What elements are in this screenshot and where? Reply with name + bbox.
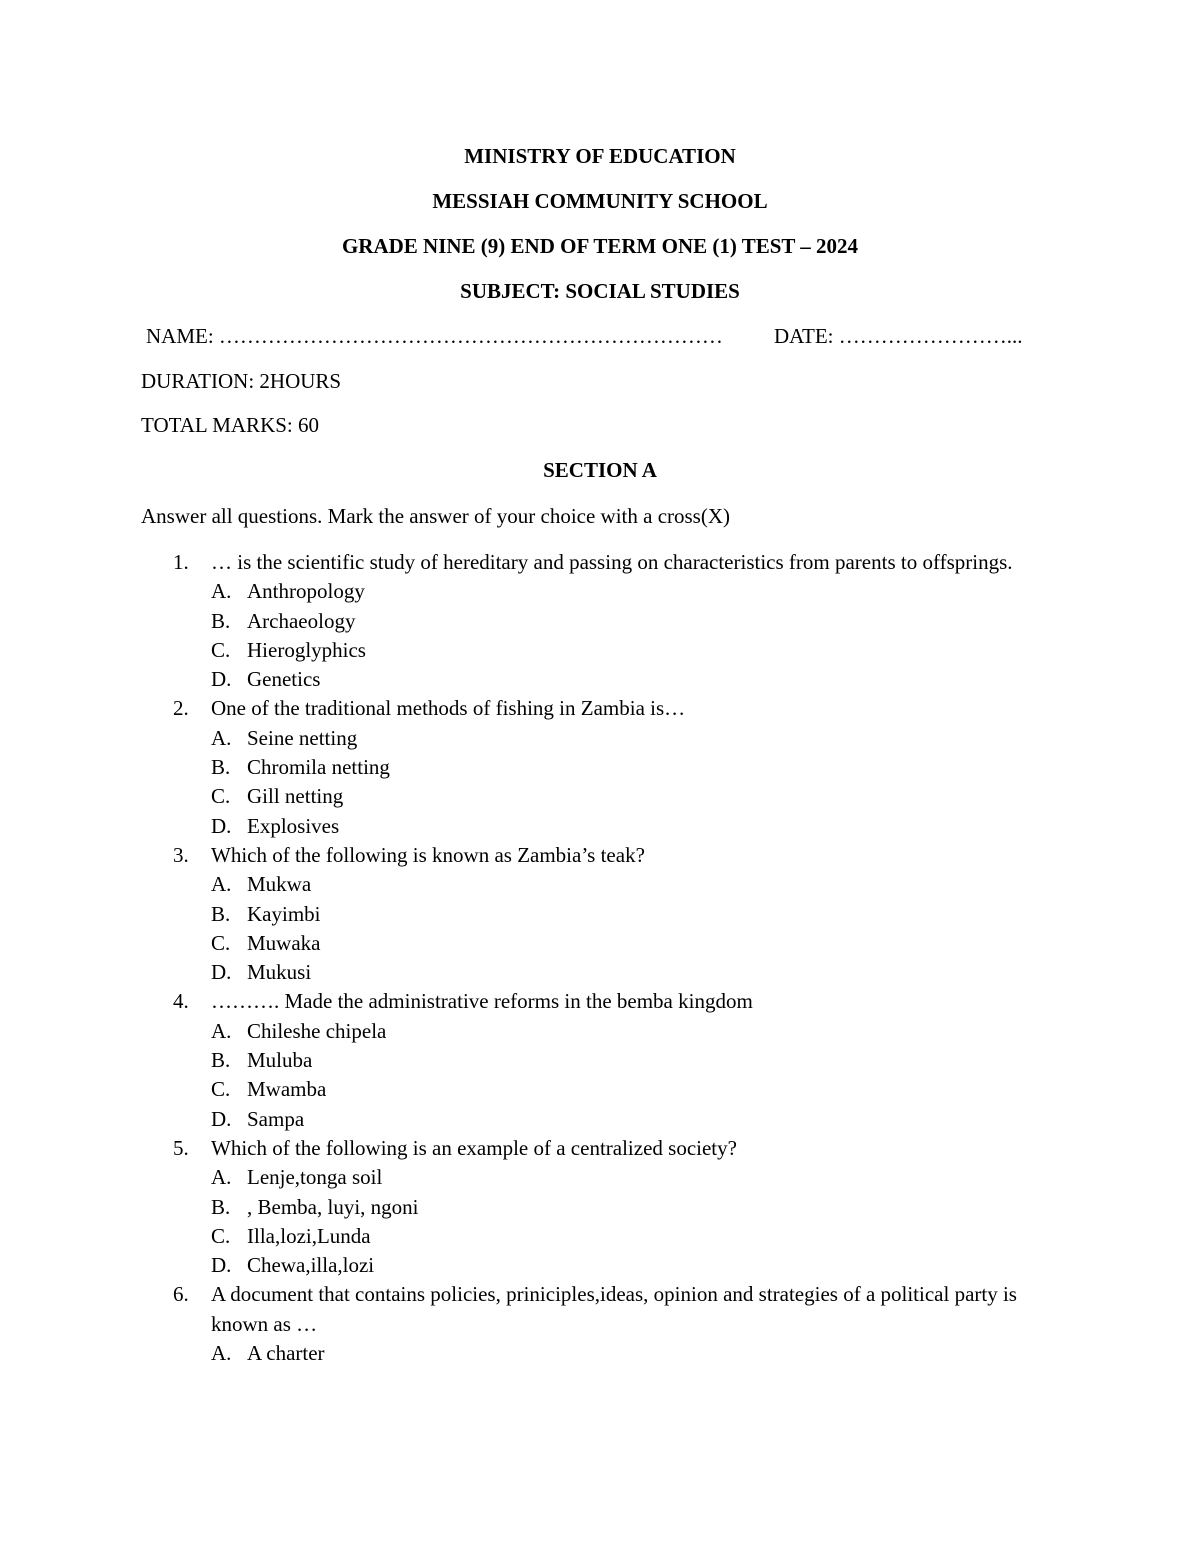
option-text: Genetics (247, 667, 321, 692)
answer-option[interactable] (0, 1105, 1200, 1134)
question-text: ………. Made the administrative reforms in the bemba kingdom (211, 989, 753, 1014)
option-text: A charter (247, 1341, 325, 1366)
option-text: Mukwa (247, 872, 312, 897)
date-field[interactable] (774, 324, 1023, 348)
date-blank[interactable]: ……………………... (838, 324, 1023, 348)
option-text: , Bemba, luyi, ngoni (247, 1194, 419, 1219)
question-5 (0, 1134, 1200, 1280)
question-number: 6. (173, 1282, 189, 1307)
question-text: A document that contains policies, priniciples,ideas, opinion and strategies of a political party is known as … (211, 1282, 1017, 1336)
answer-option[interactable] (0, 929, 1200, 958)
question-text: Which of the following is known as Zambia’s teak? (211, 842, 645, 867)
answer-option[interactable] (0, 1251, 1200, 1280)
answer-option[interactable] (0, 1193, 1200, 1222)
option-text: Mukusi (247, 960, 312, 985)
option-text: Lenje,tonga soil (247, 1165, 383, 1190)
question-text: … is the scientific study of hereditary and passing on characteristics from parents to offsprings. (211, 550, 1013, 574)
option-letter: C. (211, 930, 231, 955)
option-text: Muluba (247, 1048, 313, 1073)
subject-heading: SUBJECT: SOCIAL STUDIES (460, 279, 740, 303)
answer-option[interactable] (0, 958, 1200, 987)
option-letter: D. (211, 1106, 232, 1131)
option-text: Illa,lozi,Lunda (247, 1223, 371, 1248)
total-marks-text: TOTAL MARKS: 60 (141, 413, 319, 437)
answer-option[interactable] (0, 636, 1200, 665)
question-2 (0, 694, 1200, 840)
option-letter: B. (211, 608, 231, 633)
question-number: 2. (173, 696, 189, 721)
section-instruction: Answer all questions. Mark the answer of your choice with a cross(X) (141, 504, 731, 528)
section-title: SECTION A (543, 458, 657, 482)
answer-option[interactable] (0, 1046, 1200, 1075)
test-heading: GRADE NINE (9) END OF TERM ONE (1) TEST – 2024 (341, 234, 859, 258)
answer-option[interactable] (0, 1222, 1200, 1251)
duration-text: DURATION: 2HOURS (141, 369, 342, 393)
option-letter: D. (211, 1253, 232, 1278)
option-text: Seine netting (247, 725, 358, 750)
option-letter: C. (211, 637, 231, 662)
option-letter: A. (211, 1018, 232, 1043)
option-letter: D. (211, 813, 232, 838)
answer-option[interactable] (0, 753, 1200, 782)
option-text: Kayimbi (247, 901, 321, 926)
question-number: 3. (173, 842, 189, 867)
option-letter: B. (211, 1194, 231, 1219)
name-blank[interactable]: ……………………………………………………………… (218, 324, 723, 348)
answer-option[interactable] (0, 782, 1200, 811)
option-text: Chromila netting (247, 755, 390, 780)
name-field[interactable] (146, 324, 723, 348)
school-heading: MESSIAH COMMUNITY SCHOOL (432, 189, 768, 213)
option-letter: A. (211, 725, 232, 750)
option-text: Explosives (247, 813, 340, 838)
answer-option[interactable] (0, 1017, 1200, 1046)
option-text: Chewa,illa,lozi (247, 1253, 375, 1278)
question-text: One of the traditional methods of fishing in Zambia is… (211, 696, 686, 721)
option-text: Muwaka (247, 930, 321, 955)
question-1 (0, 548, 1200, 694)
question-list (0, 548, 1200, 1368)
answer-option[interactable] (0, 812, 1200, 841)
date-label: DATE: (774, 324, 834, 348)
name-label: NAME: (146, 324, 214, 348)
answer-option[interactable] (0, 1339, 1200, 1368)
answer-option[interactable] (0, 870, 1200, 899)
option-text: Anthropology (247, 579, 365, 604)
answer-option[interactable] (0, 1163, 1200, 1192)
answer-option[interactable] (0, 724, 1200, 753)
option-text: Archaeology (247, 608, 356, 633)
question-6 (0, 1280, 1200, 1368)
answer-option[interactable] (0, 665, 1200, 694)
option-letter: B. (211, 1048, 231, 1073)
option-letter: A. (211, 1165, 232, 1190)
option-letter: C. (211, 784, 231, 809)
question-text: Which of the following is an example of a centralized society? (211, 1135, 737, 1160)
answer-option[interactable] (0, 900, 1200, 929)
option-letter: B. (211, 755, 231, 780)
option-text: Hieroglyphics (247, 637, 366, 662)
option-letter: C. (211, 1223, 231, 1248)
question-4 (0, 987, 1200, 1133)
option-letter: D. (211, 960, 232, 985)
answer-option[interactable] (0, 1075, 1200, 1104)
option-letter: A. (211, 872, 232, 897)
option-text: Gill netting (247, 784, 344, 809)
answer-option[interactable] (0, 577, 1200, 606)
ministry-heading: MINISTRY OF EDUCATION (464, 144, 736, 168)
option-text: Mwamba (247, 1077, 327, 1102)
question-number: 1. (173, 550, 189, 574)
option-letter: C. (211, 1077, 231, 1102)
option-letter: A. (211, 1341, 232, 1366)
option-letter: D. (211, 667, 232, 692)
question-number: 5. (173, 1135, 189, 1160)
question-3 (0, 841, 1200, 987)
answer-option[interactable] (0, 607, 1200, 636)
option-letter: B. (211, 901, 231, 926)
question-number: 4. (173, 989, 189, 1014)
option-letter: A. (211, 579, 232, 604)
option-text: Chileshe chipela (247, 1018, 387, 1043)
option-text: Sampa (247, 1106, 305, 1131)
